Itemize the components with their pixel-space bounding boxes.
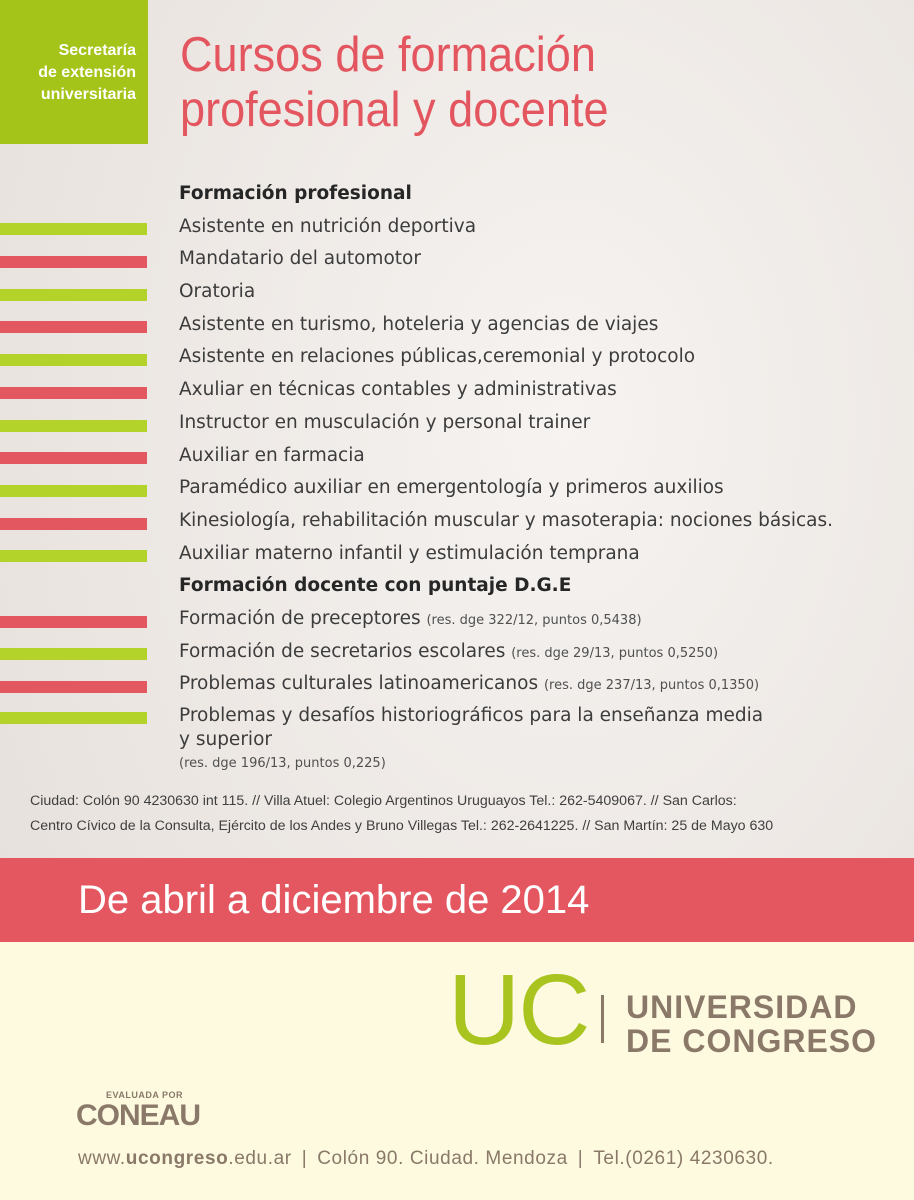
locations-text — [30, 789, 910, 839]
green-bar — [0, 223, 147, 235]
green-bar — [0, 354, 147, 366]
secretaria-line-2: de extensión — [38, 64, 136, 81]
website-domain: ucongreso — [125, 1148, 229, 1169]
pink-bar — [0, 616, 147, 628]
list-item — [0, 668, 914, 701]
title-line-2: profesional y docente — [180, 83, 609, 137]
secretaria-line-3: universitaria — [40, 86, 136, 103]
course-name: Paramédico auxiliar en emergentología y primeros auxilios — [179, 477, 724, 499]
logo-divider — [601, 995, 604, 1043]
footer — [0, 942, 914, 1200]
list-item — [0, 276, 914, 309]
pink-bar — [0, 321, 147, 333]
date-banner-text: De abril a diciembre de 2014 — [78, 878, 590, 922]
university-name — [626, 990, 877, 1058]
course-note: (res. dge 29/13, puntos 0,5250) — [511, 645, 719, 661]
address: Colón 90. Ciudad. Mendoza — [317, 1148, 568, 1169]
list-item — [0, 440, 914, 473]
coneau-logo — [76, 1090, 216, 1136]
course-name: Problemas y desafíos historiográficos para la enseñanza media — [179, 705, 764, 726]
list-item — [0, 341, 914, 374]
course-name: Formación de secretarios escolares — [179, 640, 506, 662]
course-name: Axuliar en técnicas contables y administrativas — [179, 379, 617, 401]
secretaria-line-1: Secretaría — [58, 42, 136, 59]
phone: Tel.(0261) 4230630. — [593, 1148, 774, 1169]
coneau-small-text: EVALUADA POR — [106, 1090, 184, 1100]
secretaria-label-box — [0, 0, 148, 144]
section-heading-docente — [0, 570, 914, 603]
green-bar — [0, 712, 147, 724]
locations-line-2: Centro Cívico de la Consulta, Ejército de los Andes y Bruno Villegas Tel.: 262-2641225. // San Martín: 25 de Mayo 630 — [30, 818, 774, 834]
university-name-line-2: DE CONGRESO — [626, 1023, 878, 1059]
title-line-1: Cursos de formación — [180, 28, 596, 82]
course-list — [0, 178, 914, 771]
list-item — [0, 603, 914, 636]
course-name-continued — [179, 728, 763, 776]
course-name: Oratoria — [179, 281, 256, 303]
course-line — [179, 704, 763, 776]
list-item — [0, 636, 914, 669]
university-name-line-1: UNIVERSIDAD — [626, 989, 858, 1025]
list-item — [0, 243, 914, 276]
course-line — [179, 668, 759, 702]
pink-bar — [0, 681, 147, 693]
green-bar — [0, 648, 147, 660]
list-item — [0, 374, 914, 407]
coneau-big-text: CONEAU — [76, 1099, 201, 1132]
section-heading-text: Formación docente con puntaje D.G.E — [179, 575, 572, 597]
course-name: Instructor en musculación y personal trainer — [179, 411, 591, 433]
page-title — [180, 28, 842, 138]
course-name: Asistente en turismo, hoteleria y agencias de viajes — [179, 313, 659, 335]
date-banner — [0, 858, 914, 942]
course-name: Mandatario del automotor — [179, 248, 421, 270]
course-name: Problemas culturales latinoamericanos — [179, 673, 539, 695]
separator: | — [301, 1148, 308, 1169]
section-heading-profesional — [0, 178, 914, 211]
website-link[interactable] — [78, 1148, 292, 1169]
course-note: (res. dge 196/13, puntos 0,225) — [179, 756, 386, 771]
course-note: (res. dge 322/12, puntos 0,5438) — [426, 612, 642, 628]
list-item — [0, 407, 914, 440]
pink-bar — [0, 452, 147, 464]
course-name: Asistente en relaciones públicas,ceremonial y protocolo — [179, 346, 696, 368]
section-heading-text: Formación profesional — [179, 183, 412, 204]
contact-line — [78, 1146, 774, 1172]
website-prefix: www. — [78, 1148, 126, 1169]
green-bar — [0, 289, 147, 301]
list-item — [0, 211, 914, 244]
course-name: Asistente en nutrición deportiva — [179, 215, 477, 237]
list-item — [0, 701, 914, 771]
course-name: Auxiliar en farmacia — [179, 444, 365, 466]
green-bar — [0, 485, 147, 497]
uc-logo-mark: UC — [448, 954, 589, 1066]
course-line — [179, 603, 642, 637]
pink-bar — [0, 256, 147, 268]
course-name-line-2: y superior — [179, 729, 272, 750]
course-note: (res. dge 237/13, puntos 0,1350) — [543, 678, 760, 694]
locations-line-1: Ciudad: Colón 90 4230630 int 115. // Villa Atuel: Colegio Argentinos Uruguayos Tel.: 262-5409067. // San Carlos: — [30, 793, 737, 809]
list-item — [0, 505, 914, 538]
course-line — [179, 636, 718, 670]
list-item — [0, 472, 914, 505]
list-item — [0, 538, 914, 571]
green-bar — [0, 550, 147, 562]
green-bar — [0, 420, 147, 432]
course-name: Auxiliar materno infantil y estimulación temprana — [179, 542, 640, 564]
list-item — [0, 309, 914, 342]
website-suffix: .edu.ar — [228, 1148, 292, 1169]
course-name: Formación de preceptores — [179, 607, 421, 629]
pink-bar — [0, 387, 147, 399]
course-name: Kinesiología, rehabilitación muscular y masoterapia: nociones básicas. — [179, 509, 834, 531]
separator: | — [577, 1148, 584, 1169]
pink-bar — [0, 518, 147, 530]
